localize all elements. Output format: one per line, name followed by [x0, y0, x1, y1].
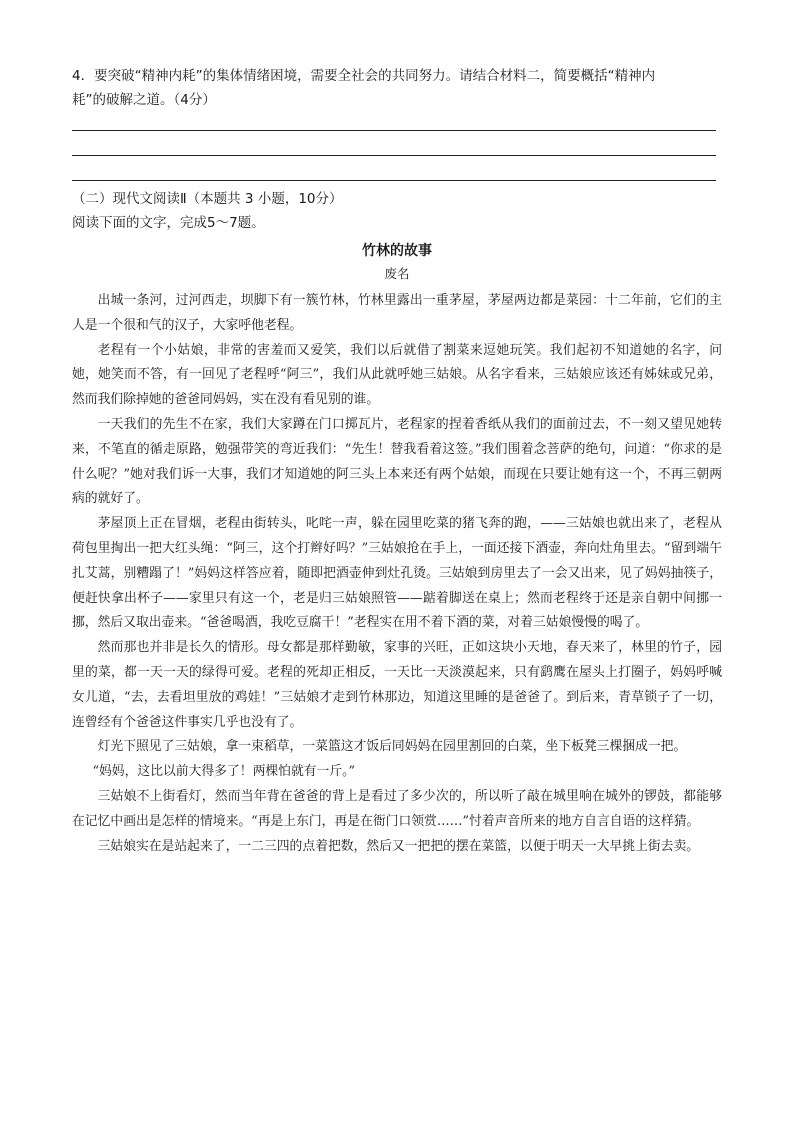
story-paragraph: 老程有一个小姑娘，非常的害羞而又爱笑，我们以后就借了割菜来逗她玩笑。我们起初不知道她的名字，问她，她笑而不答，有一回见了老程呼“阿三”，我们从此就呼她三姑娘。从名字看来，三姑娘应该还有姊妹或兄弟，然而我们除掉她的爸爸同妈妈，实在没有看见别的谁。 — [72, 342, 722, 408]
story-paragraph: 灯光下照见了三姑娘，拿一束稻草，一菜篮这才饭后同妈妈在园里割回的白菜，坐下板凳三棵捆成一把。 — [97, 739, 687, 755]
answer-line-2 — [72, 155, 716, 156]
section-instruction: 阅读下面的文字，完成5～7题。 — [72, 215, 265, 231]
answer-line-1 — [72, 130, 716, 131]
story-paragraph: 一天我们的先生不在家，我们大家蹲在门口掷瓦片，老程家的捏着香纸从我们的面前过去，不一刻又望见她转来，不笔直的循走原路，勉强带笑的弯近我们：“先生！替我看着这签。”我们围着念菩萨的绝句，问道：“你求的是什么呢？”她对我们诉一大事，我们才知道她的阿三头上本来还有两个姑娘，而现在只要让她有这一个，不再三朝两病的就好了。 — [72, 416, 722, 507]
story-paragraph: 三姑娘不上街看灯，然而当年背在爸爸的背上是看过了多少次的，所以听了敲在城里响在城外的锣鼓，都能够在记忆中画出是怎样的情境来。“再是上东门，再是在衙门口领赏……”忖着声音所来的地方自言自语的这样猜。 — [72, 788, 722, 829]
section-heading: （二）现代文阅读Ⅱ（本题共 3 小题，10分） — [72, 191, 343, 207]
story-paragraph: 三姑娘实在是站起来了，一二三四的点着把数，然后又一把把的摆在菜篮，以便于明天一大早挑上街去卖。 — [97, 838, 700, 854]
question-4 — [72, 64, 722, 112]
story-title: 竹林的故事 — [362, 243, 432, 259]
story-author: 废名 — [384, 266, 410, 281]
question-4-line-1: 4．要突破“精神内耗”的集体情绪困境，需要全社会的共同努力。请结合材料二，简要概括“精神内 — [72, 68, 656, 84]
story-body — [72, 289, 722, 859]
question-4-line-2: 耗”的破解之道。（4分） — [72, 92, 216, 108]
answer-line-3 — [72, 180, 716, 181]
story-paragraph: 茅屋顶上正在冒烟，老程由街转头，叱咤一声，躲在园里吃菜的猪飞奔的跑，——三姑娘也就出来了，老程从荷包里掏出一把大红头绳：“阿三，这个打辫好吗？”三姑娘抢在手上，一面还接下酒壶，奔向灶角里去。“留到端午扎艾蒿，别糟蹋了！”妈妈这样答应着，随即把酒壶伸到灶孔烫。三姑娘到房里去了一会又出来，见了妈妈抽筷子，便赶快拿出杯子——家里只有这一个，老是归三姑娘照管——踮着脚送在桌上；然而老程终于还是亲自朝中间挪一挪，然后又取出壶来。“爸爸喝酒，我吃豆腐干！”老程实在用不着下酒的菜，对着三姑娘慢慢的喝了。 — [72, 516, 722, 631]
story-paragraph: 然而那也并非是长久的情形。母女都是那样勤敏，家事的兴旺，正如这块小天地，春天来了，林里的竹子，园里的菜，都一天一天的绿得可爱。老程的死却正相反，一天比一天淡漠起来，只有鹞鹰在屋头上打圈子，妈妈呼喊女儿道，“去，去看坦里放的鸡娃！”三姑娘才走到竹林那边，知道这里睡的是爸爸了。到后来，青草锁子了一切，连曾经有个爸爸这件事实几乎也没有了。 — [72, 640, 722, 730]
story-paragraph: “妈妈，这比以前大得多了！两棵怕就有一斤。” — [92, 764, 356, 780]
story-paragraph: 出城一条河，过河西走，坝脚下有一簇竹林，竹林里露出一重茅屋，茅屋两边都是菜园：十二年前，它们的主人是一个很和气的汉子，大家呼他老程。 — [72, 293, 722, 333]
